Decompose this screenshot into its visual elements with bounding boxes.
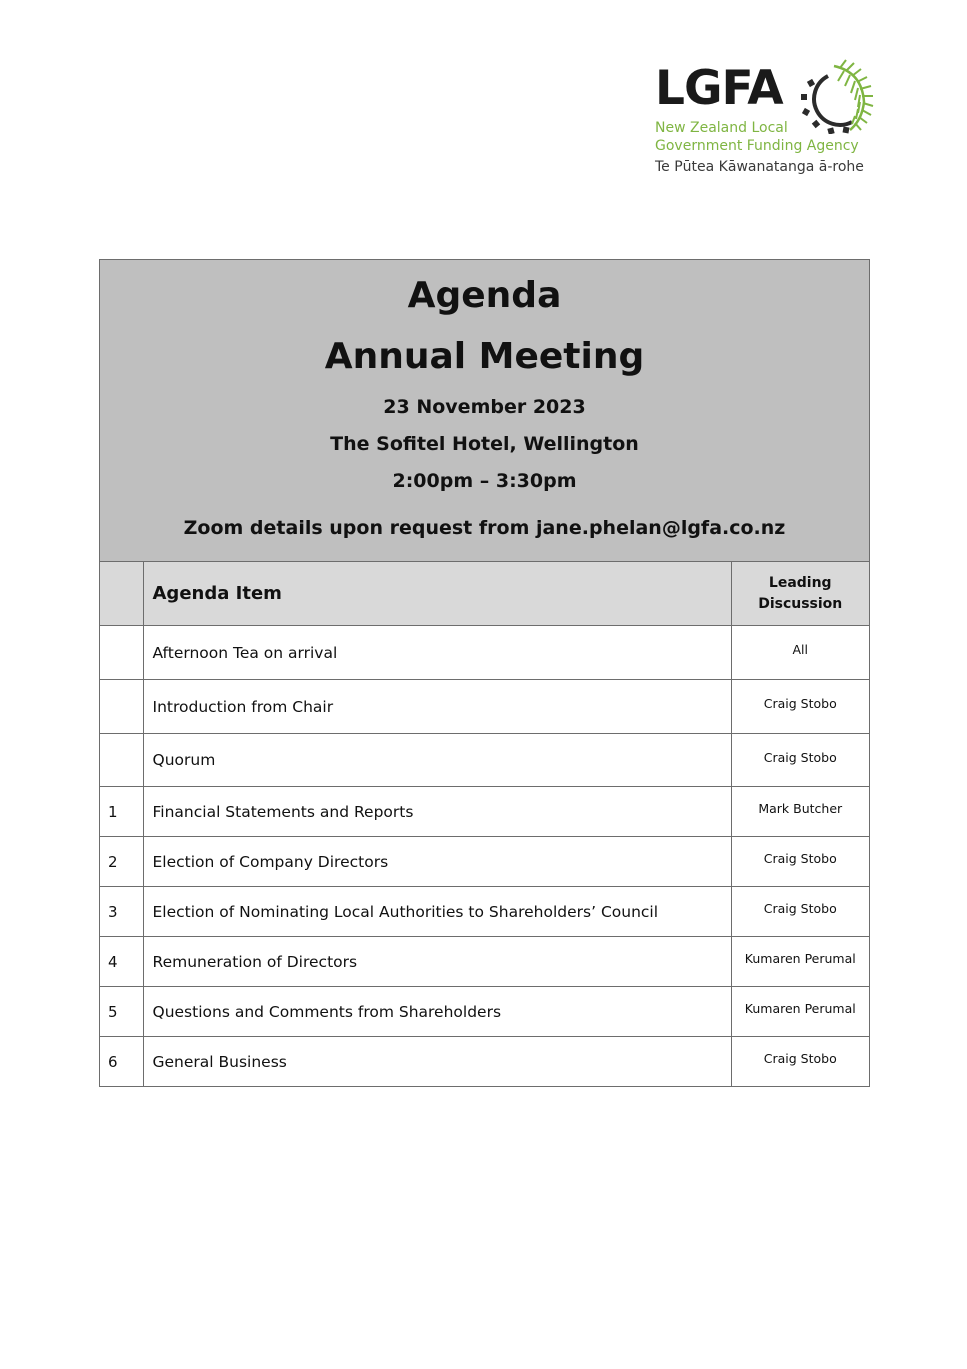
agenda-table	[99, 259, 870, 1087]
row-number	[100, 734, 143, 787]
row-number: 1	[100, 787, 143, 837]
agenda-item: Introduction from Chair	[143, 680, 731, 734]
agenda-item: Remuneration of Directors	[143, 937, 731, 987]
row-number	[100, 680, 143, 734]
table-row	[100, 680, 869, 734]
row-number: 4	[100, 937, 143, 987]
table-row	[100, 734, 869, 787]
lgfa-logo	[652, 58, 902, 183]
agenda-item: Election of Company Directors	[143, 837, 731, 887]
discussion-lead: All	[731, 626, 869, 680]
discussion-lead: Kumaren Perumal	[731, 937, 869, 987]
discussion-lead: Craig Stobo	[731, 680, 869, 734]
table-row	[100, 937, 869, 987]
meeting-date: 23 November 2023	[383, 396, 586, 418]
table-row	[100, 1037, 869, 1087]
table-header-row	[100, 562, 869, 626]
discussion-lead: Craig Stobo	[731, 734, 869, 787]
leading-header-line-1: Leading	[768, 574, 832, 591]
number-column-header	[100, 562, 143, 626]
table-row	[100, 626, 869, 680]
table-row	[100, 887, 869, 937]
fern-cog-emblem-icon	[800, 58, 874, 134]
agenda-item: Election of Nominating Local Authorities to Shareholders’ Council	[143, 887, 731, 937]
meeting-time: 2:00pm – 3:30pm	[392, 470, 577, 492]
logo-wordmark: LGFA	[655, 61, 783, 116]
table-row	[100, 837, 869, 887]
table-row	[100, 787, 869, 837]
zoom-details: Zoom details upon request from jane.phelan@lgfa.co.nz	[183, 517, 786, 539]
logo-tagline-maori: Te Pūtea Kāwanatanga ā-rohe	[655, 159, 864, 175]
row-number: 3	[100, 887, 143, 937]
discussion-lead: Craig Stobo	[731, 837, 869, 887]
row-number: 5	[100, 987, 143, 1037]
meeting-title: Annual Meeting	[324, 336, 645, 377]
agenda-item-column-header: Agenda Item	[143, 562, 731, 626]
agenda-header	[100, 260, 869, 562]
table-row	[100, 987, 869, 1037]
logo-tagline-2: Government Funding Agency	[655, 138, 859, 154]
agenda-item: Afternoon Tea on arrival	[143, 626, 731, 680]
agenda-item: General Business	[143, 1037, 731, 1087]
discussion-lead: Kumaren Perumal	[731, 987, 869, 1037]
agenda-items-table	[100, 562, 869, 1086]
row-number	[100, 626, 143, 680]
row-number: 6	[100, 1037, 143, 1087]
leading-discussion-column-header	[731, 562, 869, 626]
logo-tagline-1: New Zealand Local	[655, 120, 788, 136]
meeting-venue: The Sofitel Hotel, Wellington	[330, 433, 639, 455]
row-number: 2	[100, 837, 143, 887]
leading-header-line-2: Discussion	[758, 595, 843, 612]
discussion-lead: Craig Stobo	[731, 887, 869, 937]
discussion-lead: Craig Stobo	[763, 1051, 837, 1066]
discussion-lead: Mark Butcher	[731, 787, 869, 837]
agenda-item: Quorum	[143, 734, 731, 787]
page-title: Agenda	[407, 275, 562, 316]
agenda-item: Financial Statements and Reports	[143, 787, 731, 837]
agenda-item: Questions and Comments from Shareholders	[143, 987, 731, 1037]
